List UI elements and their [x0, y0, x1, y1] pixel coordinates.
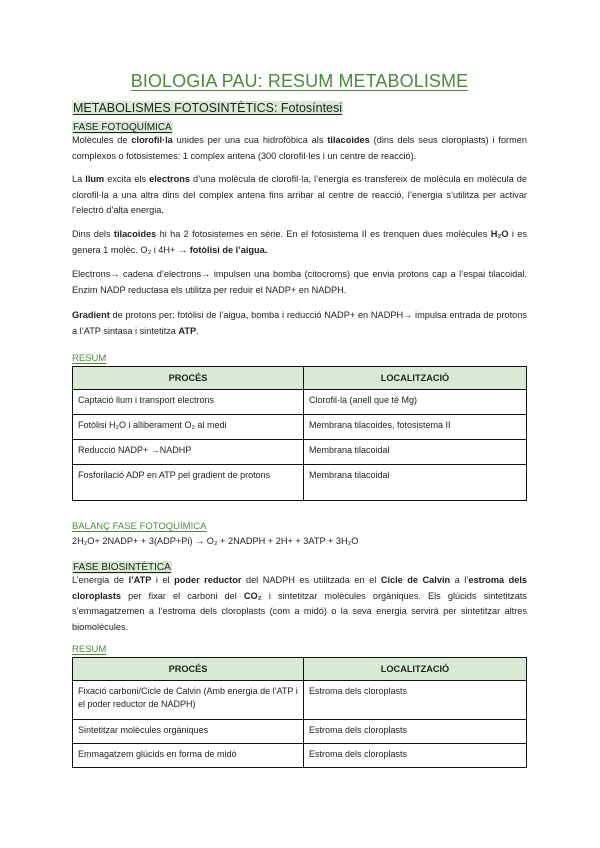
bold-term: llum — [85, 174, 105, 184]
table-header-row — [73, 658, 527, 681]
fase-biosintetica-heading: FASE BIOSINTÈTICA — [73, 562, 171, 573]
balanc-heading: BALANÇ FASE FOTOQUÍMICA — [72, 521, 207, 532]
bold-term: ATP — [178, 325, 197, 336]
table-row — [73, 415, 527, 440]
table-cell: Reducció NADP+ →NADHP — [73, 440, 304, 465]
bold-term: CO₂ — [243, 590, 262, 601]
text-run: de protons per: fotòlisi de l’aigua, bomba i reducció NADP+ en NADPH→ impulsa entrada de protons a l’ATP sintasa i sintetitza — [72, 310, 527, 336]
bold-term: Cicle de Calvin — [380, 575, 451, 585]
table-row — [73, 465, 527, 501]
bold-term: poder reductor — [174, 575, 242, 585]
table-cell: Emmagatzem glúcids en forma de midó — [73, 744, 304, 768]
text-run: unides per una cua hidrofòbica als — [172, 135, 328, 145]
text-run: a l’ — [450, 575, 469, 585]
bold-term: tilacoides — [113, 229, 157, 239]
bold-term: l’ATP — [128, 575, 152, 585]
section-heading: METABOLISMES FOTOSINTÈTICS: Fotosíntesi — [73, 101, 343, 115]
bold-term: Gradient — [72, 310, 110, 320]
table-row — [73, 390, 527, 415]
text-run: d’una molècula de clorofil·la, l’energia es transfereix de molècula en molècula de clorofil·la a una altra dins del complex antena fins arribar al centre de reacció, l’energia s’utilitza per activar l’electró d’alta energia. — [72, 174, 527, 215]
text-run: La — [72, 174, 86, 184]
column-header: PROCÉS — [73, 367, 304, 390]
paragraph — [72, 133, 527, 164]
balanc-formula: 2H₂O+ 2NADP+ + 3(ADP+Pi) → O₂ + 2NADPH + 2H+ + 3ATP + 3H₂O — [72, 536, 359, 546]
text-run: Dins dels — [72, 229, 114, 239]
bold-term: tilacoides — [327, 135, 370, 145]
table-cell: Fixació carboni/Cicle de Calvin (Amb energia de l’ATP i el poder reductor de NADPH) — [73, 681, 304, 720]
text-run: i es genera 1 molèc. O₂ i 4H+ → — [72, 229, 527, 255]
table-row — [73, 744, 527, 768]
paragraph — [72, 573, 527, 635]
table-cell: Estroma dels cloroplasts — [304, 744, 527, 768]
bold-term: fotòlisi de l’aigua. — [189, 244, 268, 255]
text-run: excita els — [104, 174, 150, 184]
text-run: . — [196, 325, 199, 336]
bold-term: clorofil·la — [131, 135, 173, 145]
column-header: LOCALITZACIÓ — [304, 367, 527, 390]
table-cell: Fosforilació ADP en ATP pel gradient de protons — [73, 465, 304, 501]
text-run: del NADPH es utilitzada en el — [241, 575, 381, 585]
table-row — [73, 681, 527, 720]
text-run: Molècules de — [72, 135, 132, 145]
table-cell: Fotòlisi H₂O i alliberament O₂ al medi — [73, 415, 304, 440]
paragraph — [72, 267, 527, 298]
text-run: hi ha 2 fotosistemes en sèrie. En el fotosistema II es trenquen dues molècules — [156, 229, 491, 239]
fase-fotoquimica-heading: FASE FOTOQUÍMICA — [73, 122, 172, 133]
table-cell: Clorofil·la (anell que té Mg) — [304, 390, 527, 415]
text-run: i sintetitzar molècules orgàniques. Els glúcids sintetitzats s’emmagatzemen a l’estroma dels cloroplasts (com a midó) o la seva energia servirà per sintetitzar altres biomolècules. — [72, 590, 527, 632]
text-run: per fixar el carboni del — [121, 590, 244, 601]
table-row — [73, 720, 527, 744]
resum-heading: RESUM — [72, 353, 107, 364]
resum-heading: RESUM — [72, 644, 107, 655]
column-header: PROCÉS — [73, 658, 304, 681]
table-cell: Estroma dels cloroplasts — [304, 720, 527, 744]
column-header: LOCALITZACIÓ — [304, 658, 527, 681]
table-header-row — [73, 367, 527, 390]
resum-table-fotoquimica — [72, 366, 527, 501]
text-run: L’energia de — [72, 575, 129, 585]
bold-term: H₂O — [490, 229, 509, 239]
text-run: i el — [151, 575, 175, 585]
document-title: BIOLOGIA PAU: RESUM METABOLISME — [130, 71, 469, 91]
paragraph — [72, 227, 527, 258]
text-run: Electrons→ cadena d’electrons→ impulsen una bomba (citocroms) que envia protons cap a l’espai tilacoidal. Enzim NADP reductasa els utilitza per reduir el NADP+ en NADPH. — [72, 269, 527, 295]
table-cell: Captació llum i transport electrons — [73, 390, 304, 415]
text-run: (dins dels seus cloroplasts) i formen complexos o fotosistemes: 1 complex antena (300 clorofil·les i un centre de reacció). — [72, 135, 527, 161]
bold-term: electrons — [149, 174, 190, 184]
table-cell: Membrana tilacoidal — [304, 465, 527, 501]
table-cell: Membrana tilacoides, fotosistema II — [304, 415, 527, 440]
paragraph — [72, 172, 527, 219]
resum-table-biosintetica — [72, 657, 527, 768]
bold-term: estroma dels cloroplasts — [72, 575, 528, 601]
table-cell: Estroma dels cloroplasts — [304, 681, 527, 720]
paragraph — [72, 308, 527, 339]
table-cell: Sintetitzar molècules orgàniques — [73, 720, 304, 744]
table-row — [73, 440, 527, 465]
table-cell: Membrana tilacoidal — [304, 440, 527, 465]
